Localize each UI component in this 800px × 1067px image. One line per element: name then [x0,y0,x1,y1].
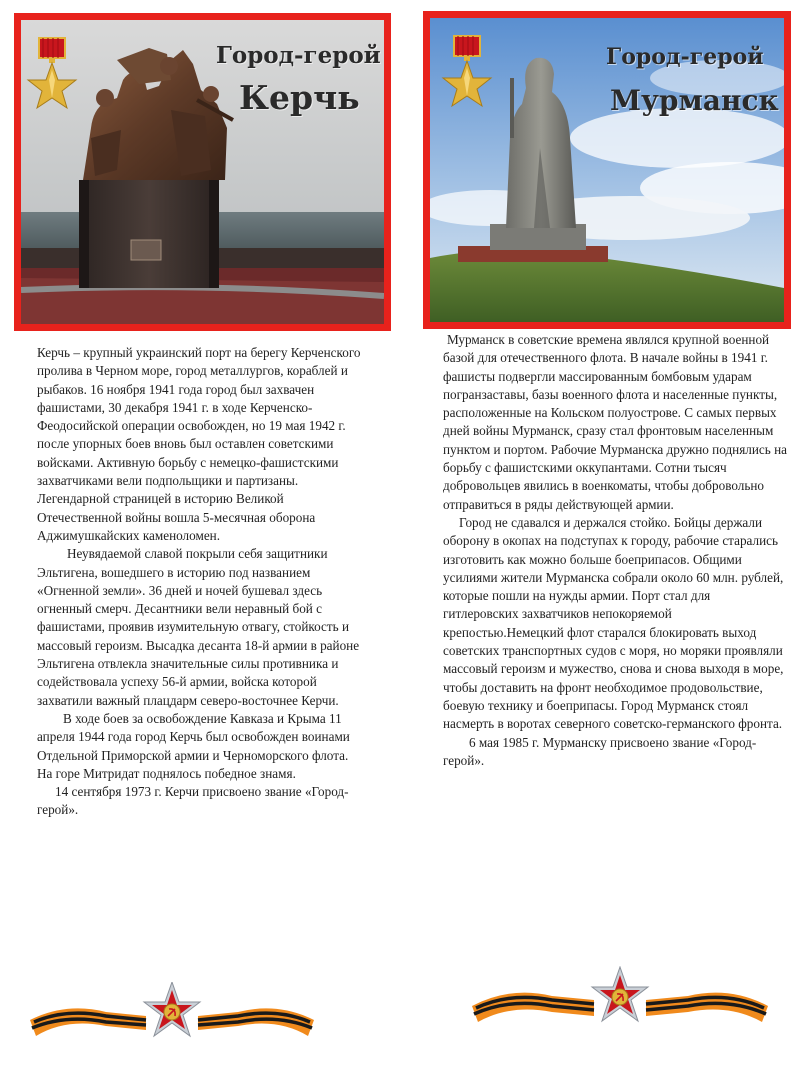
kerch-photo-card [14,13,391,331]
kerch-paragraph: 14 сентября 1973 г. Керчи присвоено звание «Город-герой». [37,784,349,818]
murmansk-paragraph: 6 мая 1985 г. Мурманску присвоено звание «Город-герой». [443,734,757,768]
st-george-ribbon-left [26,982,318,1042]
kerch-title-line1: Город-герой [216,42,381,69]
order-star-icon [144,982,200,1036]
murmansk-paragraph: Город не сдавался и держался стойко. Бойцы держали оборону в окопах на подступах к городу, рабочие старались изготовить как можно больше боеприпасов. Общими усилиями жители Мурманска собрали около 60 млн. рублей, которые пошли на нужды армии. Порт стал для гитлеровских захватчиков непокоряемой крепостью.Немецкий флот старался блокировать выход советских транспортных судов с моря, но моряки проявляли массовый героизм и мужество, снова и снова выходя в море, чтобы доставить на фронт необходимое продовольствие, боевую технику и боеприпасы. Город Мурманск стоял насмерть в воротах северного советско-германского фронта. [443,514,784,732]
murmansk-photo-card [423,11,791,329]
murmansk-title-line2: Мурманск [610,84,779,117]
kerch-paragraph: Неувядаемой славой покрыли себя защитники Эльтигена, вошедшего в историю под названием «Огненной земли». 36 дней и ночей бушевал здесь огненный смерч. Десантники вели неравный бой с фашистами, проявив изумительную отвагу, стойкость и массовый героизм. Высадка десанта 18-й армии в районе Эльтигена отвлекла значительные силы противника и содействовала успеху 56-й армии, войска которой захватили важный плацдарм северо-восточнее Керчи. [37,546,360,708]
kerch-text-column [37,344,365,820]
murmansk-title-line1: Город-герой [606,44,764,70]
kerch-paragraph: Керчь – крупный украинский порт на берегу Керченского пролива в Черном море, город металлургов, кораблей и рыбаков. 16 ноября 1941 года город был захвачен фашистами, 30 декабря 1941 г. в ходе Керченско-Феодосийской операции освобожден, но 19 мая 1942 г. после упорных боев вновь был оставлен советскими войсками. Активную борьбу с немецко-фашистскими захватчиками вели подпольщики и партизаны. Легендарной страницей в историю Великой Отечественной войны вошла 5-месячная оборона Аджимушкайских каменоломен. [37,345,361,543]
kerch-title-line2: Керчь [239,78,360,117]
murmansk-paragraph: Мурманск в советские времена являлся крупной военной базой для отечественного флота. В начале войны в 1941 г. фашисты подвергли массированным бомбовым ударам погранзаставы, базы военного флота и населенные пункты, расположенные на Кольском полуострове. С самых первых дней войны Мурманск, сразу стал фронтовым населенным пунктом и портом. Рабочие Мурманска дружно поднялись на борьбу с фашистскими оккупантами. Сотни тысяч добровольцев явились в военкоматы, чтобы добровольно отправиться в ряды действующей армии. [443,332,787,512]
kerch-paragraph: В ходе боев за освобождение Кавказа и Крыма 11 апреля 1944 года город Керчь был освобожден воинами Отдельной Приморской армии и Черноморского флота. На горе Митридат поднялось победное знамя. [37,710,350,781]
murmansk-text-column [443,331,789,770]
order-star-icon [592,967,648,1021]
st-george-ribbon-right [468,966,772,1028]
